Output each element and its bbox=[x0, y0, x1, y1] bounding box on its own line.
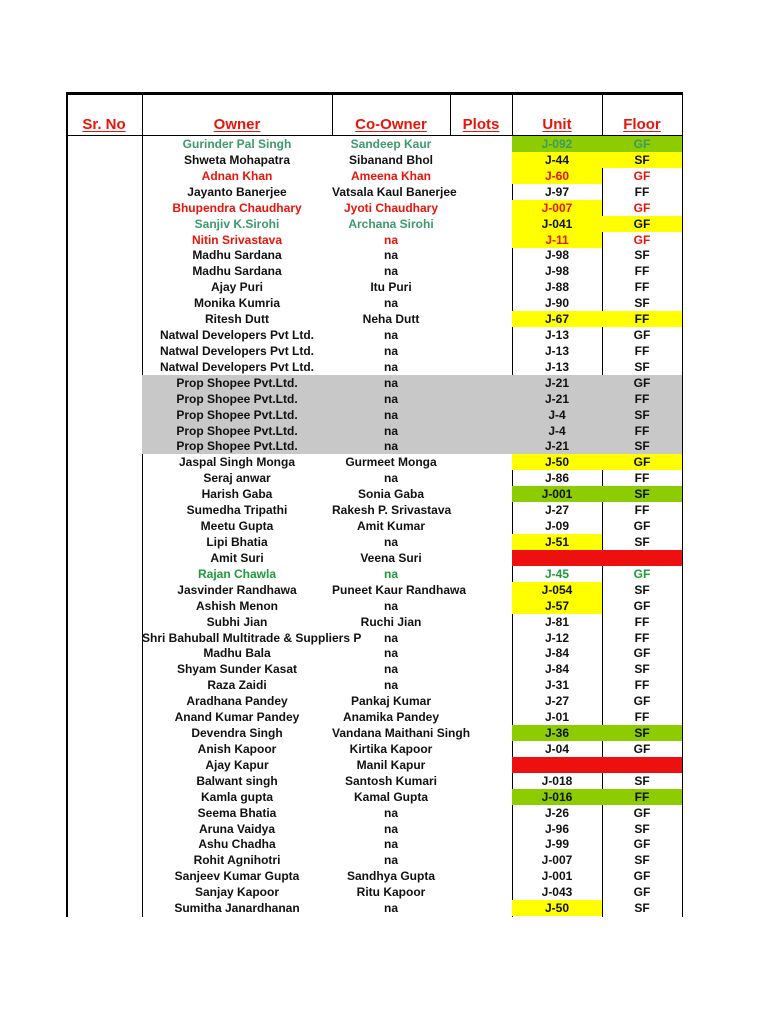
unit-cell: J-12 bbox=[544, 630, 570, 645]
owner-cell: Kamla gupta bbox=[200, 789, 273, 804]
owner-cell: Meetu Gupta bbox=[200, 519, 274, 534]
unit-cell: J-57 bbox=[544, 598, 570, 613]
floor-cell: FF bbox=[634, 614, 650, 629]
floor-cell: FF bbox=[634, 710, 650, 725]
co-owner-cell: na bbox=[383, 821, 398, 836]
floor-cell: SF bbox=[634, 726, 650, 741]
floor-cell: FF bbox=[634, 423, 650, 438]
floor-cell: GF bbox=[633, 232, 651, 247]
co-owner-cell: Manil Kapur bbox=[356, 757, 426, 772]
floor-cell: GF bbox=[633, 168, 651, 183]
unit-cell: J-99 bbox=[544, 837, 570, 852]
co-owner-cell: Santosh Kumari bbox=[344, 773, 437, 788]
owner-cell: Shyam Sunder Kasat bbox=[176, 662, 298, 677]
owner-cell: Ashish Menon bbox=[195, 598, 278, 613]
owner-cell: Jayanto Banerjee bbox=[187, 184, 287, 199]
floor-cell: GF bbox=[633, 646, 651, 661]
co-owner-cell: Sandhya Gupta bbox=[346, 869, 435, 884]
co-owner-cell: na bbox=[383, 264, 398, 279]
unit-cell: J-50 bbox=[544, 901, 570, 916]
co-owner-cell: na bbox=[383, 423, 398, 438]
owner-cell: Rajan Chawla bbox=[197, 566, 277, 581]
owner-cell: Prop Shopee Pvt.Ltd. bbox=[176, 439, 298, 454]
co-owner-cell: na bbox=[383, 359, 398, 374]
floor-cell: SF bbox=[634, 535, 650, 549]
floor-cell: SF bbox=[634, 407, 650, 422]
co-owner-cell: Vatsala Kaul Banerjee bbox=[332, 184, 457, 199]
co-owner-cell: Sandeep Kaur bbox=[350, 137, 432, 151]
floor-cell: GF bbox=[633, 694, 651, 709]
co-owner-cell: na bbox=[383, 391, 398, 406]
floor-cell: GF bbox=[633, 328, 651, 343]
unit-cell: J-81 bbox=[544, 614, 570, 629]
owner-cell: Sumedha Tripathi bbox=[186, 503, 288, 518]
floor-cell: GF bbox=[633, 519, 651, 534]
co-owner-cell: na bbox=[383, 407, 398, 422]
co-owner-cell: na bbox=[383, 343, 398, 358]
table-top-border bbox=[66, 92, 682, 95]
co-owner-cell: na bbox=[383, 598, 398, 613]
unit-cell: J-44 bbox=[544, 152, 570, 167]
co-owner-cell: Sibanand Bhol bbox=[349, 152, 433, 167]
co-owner-cell: Neha Dutt bbox=[362, 312, 420, 327]
unit-cell: J-27 bbox=[544, 503, 570, 518]
floor-cell: SF bbox=[634, 487, 650, 502]
owner-cell: Seraj anwar bbox=[203, 471, 271, 486]
floor-cell: GF bbox=[633, 885, 651, 900]
co-owner-cell: na bbox=[383, 375, 398, 390]
owner-cell: Prop Shopee Pvt.Ltd. bbox=[176, 423, 298, 438]
co-owner-cell: Sonia Gaba bbox=[357, 487, 425, 502]
unit-cell: J-98 bbox=[544, 264, 570, 279]
floor-cell: SF bbox=[634, 582, 650, 597]
co-owner-cell: Vandana Maithani Singh bbox=[332, 726, 471, 741]
unit-cell: J-86 bbox=[544, 471, 570, 486]
header-floor: Floor bbox=[623, 116, 661, 133]
unit-cell: J-50 bbox=[544, 455, 570, 470]
unit-cell: J-04 bbox=[544, 741, 570, 756]
spreadsheet bbox=[0, 92, 768, 922]
header-sr-no: Sr. No bbox=[82, 116, 126, 133]
owner-cell: Harish Gaba bbox=[201, 487, 273, 502]
owner-cell: Jaspal Singh Monga bbox=[178, 455, 295, 470]
unit-cell: J-01 bbox=[544, 710, 570, 725]
unit-cell: J-13 bbox=[544, 328, 570, 343]
co-owner-cell: Amit Kumar bbox=[356, 519, 425, 534]
unit-cell: J-092 bbox=[541, 137, 573, 151]
owner-cell: Ashu Chadha bbox=[198, 837, 276, 852]
unit-cell: J-26 bbox=[544, 805, 570, 820]
floor-cell: GF bbox=[633, 455, 651, 470]
co-owner-cell: Anamika Pandey bbox=[342, 710, 440, 725]
owner-cell: Rohit Agnihotri bbox=[193, 853, 281, 868]
co-owner-cell: Ameena Khan bbox=[350, 168, 432, 183]
co-owner-cell: Ruchi Jian bbox=[360, 614, 422, 629]
owner-cell: Sanjeev Kumar Gupta bbox=[174, 869, 300, 884]
owner-cell: Sumitha Janardhanan bbox=[174, 901, 300, 916]
owner-cell: Shweta Mohapatra bbox=[183, 152, 291, 167]
owner-cell: Natwal Developers Pvt Ltd. bbox=[159, 359, 315, 374]
co-owner-cell: na bbox=[383, 646, 398, 661]
floor-cell: FF bbox=[634, 391, 650, 406]
floor-cell: GF bbox=[633, 137, 651, 151]
floor-cell: GF bbox=[633, 741, 651, 756]
unit-cell: J-90 bbox=[544, 296, 570, 311]
unit-cell: J-63 bbox=[544, 550, 570, 565]
co-owner-cell: na bbox=[383, 805, 398, 820]
co-owner-cell: na bbox=[383, 853, 398, 868]
owner-cell: Lipi Bhatia bbox=[206, 535, 268, 549]
owner-cell: Ajay Puri bbox=[210, 280, 264, 295]
floor-cell: GF bbox=[633, 869, 651, 884]
owner-cell: Amit Suri bbox=[210, 550, 264, 565]
co-owner-cell: na bbox=[383, 901, 398, 916]
owner-cell: Ritesh Dutt bbox=[205, 312, 269, 327]
unit-cell: J-016 bbox=[541, 789, 573, 804]
floor-cell: SF bbox=[634, 152, 650, 167]
unit-cell: J-60 bbox=[544, 168, 570, 183]
co-owner-cell: na bbox=[383, 296, 398, 311]
co-owner-cell: Ritu Kapoor bbox=[356, 885, 426, 900]
unit-cell: J-31 bbox=[544, 678, 570, 693]
floor-cell: GF bbox=[633, 757, 651, 772]
floor-cell: GF bbox=[633, 566, 651, 581]
floor-cell: FF bbox=[634, 471, 650, 486]
owner-cell: Adnan Khan bbox=[201, 168, 273, 183]
floor-cell: GF bbox=[633, 837, 651, 852]
unit-cell: J-51 bbox=[544, 535, 570, 549]
unit-cell: J-84 bbox=[544, 662, 570, 677]
floor-cell: GF bbox=[633, 200, 651, 215]
co-owner-cell: Pankaj Kumar bbox=[350, 694, 432, 709]
unit-cell: J-043 bbox=[541, 885, 573, 900]
unit-cell: J-67 bbox=[544, 312, 570, 327]
unit-cell: J-84 bbox=[544, 646, 570, 661]
unit-cell: J-4 bbox=[548, 407, 566, 422]
unit-cell: J-054 bbox=[541, 582, 573, 597]
unit-cell: J-27 bbox=[544, 694, 570, 709]
unit-cell: J-4 bbox=[548, 423, 566, 438]
unit-cell: J-13 bbox=[544, 359, 570, 374]
co-owner-cell: Veena Suri bbox=[360, 550, 422, 565]
owner-cell: Jasvinder Randhawa bbox=[177, 582, 297, 597]
header-owner: Owner bbox=[213, 116, 261, 133]
owner-cell: Subhi Jian bbox=[206, 614, 268, 629]
unit-cell: J-007 bbox=[541, 200, 573, 215]
floor-cell: FF bbox=[634, 630, 650, 645]
co-owner-cell: na bbox=[383, 248, 398, 263]
floor-cell: FF bbox=[634, 550, 650, 565]
owner-cell: Anand Kumar Pandey bbox=[174, 710, 300, 725]
co-owner-cell: Archana Sirohi bbox=[348, 216, 434, 231]
header-plots: Plots bbox=[462, 116, 500, 133]
floor-cell: GF bbox=[633, 805, 651, 820]
unit-cell: J-88 bbox=[544, 280, 570, 295]
floor-cell: SF bbox=[634, 821, 650, 836]
unit-cell: J-96 bbox=[544, 821, 570, 836]
unit-cell: J-018 bbox=[541, 773, 573, 788]
unit-cell: J-97 bbox=[544, 184, 570, 199]
unit-cell: J-21 bbox=[544, 375, 570, 390]
floor-cell: SF bbox=[634, 248, 650, 263]
owner-cell: Madhu Sardana bbox=[192, 248, 282, 263]
floor-cell: FF bbox=[634, 280, 650, 295]
co-owner-cell: Kirtika Kapoor bbox=[349, 741, 433, 756]
unit-cell: J-09 bbox=[544, 519, 570, 534]
owner-cell: Nitin Srivastava bbox=[191, 232, 283, 247]
owner-cell: Devendra Singh bbox=[191, 726, 283, 741]
floor-cell: SF bbox=[634, 296, 650, 311]
co-owner-cell: na bbox=[383, 630, 398, 645]
owner-cell: Aradhana Pandey bbox=[186, 694, 288, 709]
floor-cell: SF bbox=[634, 359, 650, 374]
owner-cell: Shri Bahuball Multitrade & Suppliers P bbox=[142, 630, 362, 645]
owner-cell: Anish Kapoor bbox=[197, 741, 277, 756]
column-divider bbox=[66, 92, 68, 917]
floor-cell: GF bbox=[633, 598, 651, 613]
floor-cell: FF bbox=[634, 264, 650, 279]
unit-cell: J-11 bbox=[545, 232, 569, 247]
unit-cell: J-36 bbox=[544, 726, 570, 741]
unit-cell: J-98 bbox=[544, 248, 570, 263]
co-owner-cell: na bbox=[383, 232, 398, 247]
owner-cell: Prop Shopee Pvt.Ltd. bbox=[176, 391, 298, 406]
unit-cell: J-35 bbox=[544, 757, 570, 772]
owner-cell: Sanjay Kapoor bbox=[194, 885, 280, 900]
floor-cell: FF bbox=[634, 503, 650, 518]
floor-cell: FF bbox=[634, 678, 650, 693]
co-owner-cell: Puneet Kaur Randhawa bbox=[332, 582, 467, 597]
co-owner-cell: Kamal Gupta bbox=[353, 789, 428, 804]
column-divider bbox=[682, 92, 683, 917]
owner-cell: Bhupendra Chaudhary bbox=[172, 200, 302, 215]
co-owner-cell: na bbox=[383, 328, 398, 343]
co-owner-cell: na bbox=[383, 662, 398, 677]
unit-cell: J-001 bbox=[541, 487, 573, 502]
co-owner-cell: Rakesh P. Srivastava bbox=[332, 503, 452, 518]
floor-cell: FF bbox=[634, 312, 650, 327]
owner-cell: Prop Shopee Pvt.Ltd. bbox=[176, 407, 298, 422]
owner-cell: Natwal Developers Pvt Ltd. bbox=[159, 343, 315, 358]
header-unit: Unit bbox=[542, 116, 572, 133]
co-owner-cell: na bbox=[383, 535, 398, 549]
owner-cell: Sanjiv K.Sirohi bbox=[194, 216, 280, 231]
unit-cell: J-001 bbox=[541, 869, 573, 884]
owner-cell: Madhu Sardana bbox=[192, 264, 282, 279]
floor-cell: GF bbox=[633, 216, 651, 231]
co-owner-cell: na bbox=[383, 471, 398, 486]
owner-cell: Monika Kumria bbox=[193, 296, 280, 311]
floor-cell: FF bbox=[634, 789, 650, 804]
co-owner-cell: na bbox=[383, 678, 398, 693]
co-owner-cell: Itu Puri bbox=[370, 280, 412, 295]
unit-cell: J-007 bbox=[541, 853, 573, 868]
unit-cell: J-21 bbox=[544, 391, 570, 406]
owner-cell: Prop Shopee Pvt.Ltd. bbox=[176, 375, 298, 390]
owner-cell: Madhu Bala bbox=[203, 646, 271, 661]
co-owner-cell: na bbox=[383, 566, 398, 581]
unit-cell: J-041 bbox=[541, 216, 573, 231]
floor-cell: SF bbox=[634, 853, 650, 868]
co-owner-cell: na bbox=[383, 439, 398, 454]
header-co-owner: Co-Owner bbox=[355, 116, 427, 133]
owner-cell: Natwal Developers Pvt Ltd. bbox=[159, 328, 315, 343]
unit-cell: J-21 bbox=[544, 439, 570, 454]
co-owner-cell: na bbox=[383, 837, 398, 852]
floor-cell: SF bbox=[634, 439, 650, 454]
unit-cell: J-13 bbox=[544, 343, 570, 358]
owner-cell: Balwant singh bbox=[196, 773, 278, 788]
owner-cell: Seema Bhatia bbox=[197, 805, 277, 820]
floor-cell: SF bbox=[634, 662, 650, 677]
owner-cell: Raza Zaidi bbox=[207, 678, 267, 693]
co-owner-cell: Jyoti Chaudhary bbox=[343, 200, 439, 215]
co-owner-cell: Gurmeet Monga bbox=[345, 455, 437, 470]
floor-cell: GF bbox=[633, 375, 651, 390]
owner-cell: Aruna Vaidya bbox=[198, 821, 276, 836]
floor-cell: FF bbox=[634, 184, 650, 199]
owner-cell: Ajay Kapur bbox=[205, 757, 269, 772]
owner-cell: Gurinder Pal Singh bbox=[182, 137, 292, 151]
floor-cell: FF bbox=[634, 343, 650, 358]
unit-cell: J-45 bbox=[544, 566, 570, 581]
floor-cell: SF bbox=[634, 773, 650, 788]
floor-cell: SF bbox=[634, 901, 650, 916]
